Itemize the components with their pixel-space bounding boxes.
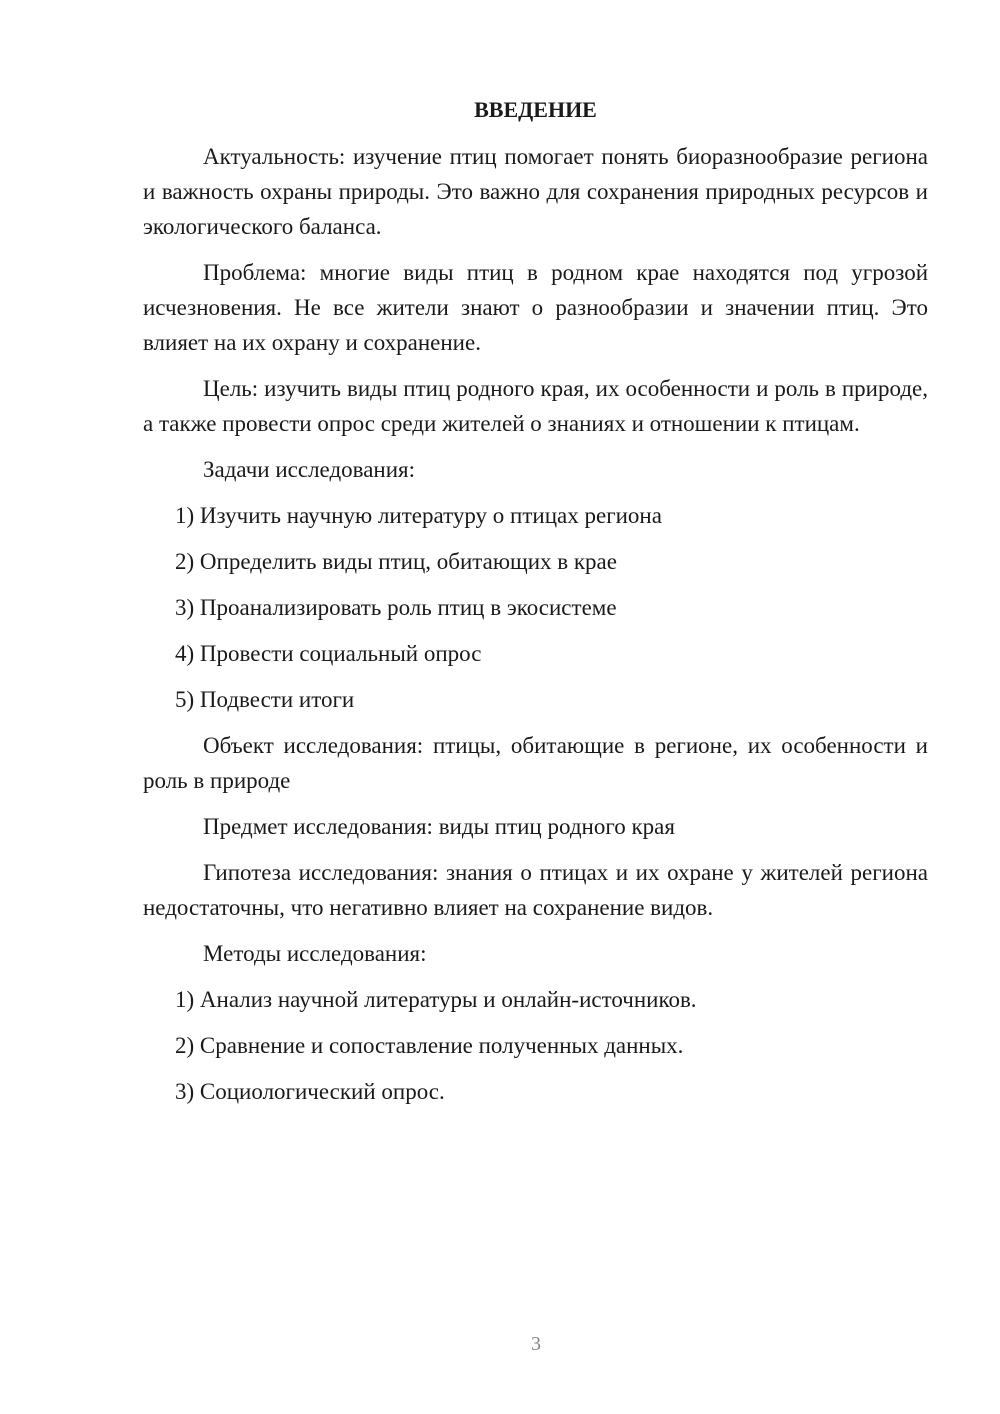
method-item: 2) Сравнение и сопоставление полученных данных. xyxy=(175,1033,684,1058)
method-item: 3) Социологический опрос. xyxy=(175,1079,445,1104)
task-item: 2) Определить виды птиц, обитающих в крае xyxy=(175,549,617,574)
goal-paragraph: Цель: изучить виды птиц родного края, их особенности и роль в природе, а также провести опрос среди жителей о знаниях и отношении к птицам. xyxy=(143,376,928,436)
task-item: 3) Проанализировать роль птиц в экосистеме xyxy=(175,595,617,620)
document-body xyxy=(143,92,928,1120)
tasks-heading: Задачи исследования: xyxy=(203,457,416,482)
task-item: 4) Провести социальный опрос xyxy=(175,641,482,666)
method-item: 1) Анализ научной литературы и онлайн-источников. xyxy=(175,987,697,1012)
subject-paragraph: Предмет исследования: виды птиц родного края xyxy=(203,814,675,839)
section-title: ВВЕДЕНИЕ xyxy=(474,97,597,122)
problem-paragraph: Проблема: многие виды птиц в родном крае находятся под угрозой исчезновения. Не все жители знают о разнообразии и значении птиц. Это влияет на их охрану и сохранение. xyxy=(143,260,928,355)
task-item: 5) Подвести итоги xyxy=(175,687,355,712)
page-number: 3 xyxy=(531,1333,541,1355)
methods-heading: Методы исследования: xyxy=(203,941,427,966)
hypothesis-paragraph: Гипотеза исследования: знания о птицах и их охране у жителей региона недостаточны, что негативно влияет на сохранение видов. xyxy=(143,860,928,920)
object-paragraph: Объект исследования: птицы, обитающие в регионе, их особенности и роль в природе xyxy=(143,733,928,793)
relevance-paragraph: Актуальность: изучение птиц помогает понять биоразнообразие региона и важность охраны природы. Это важно для сохранения природных ресурсов и экологического баланса. xyxy=(143,144,928,239)
task-item: 1) Изучить научную литературу о птицах региона xyxy=(175,503,662,528)
